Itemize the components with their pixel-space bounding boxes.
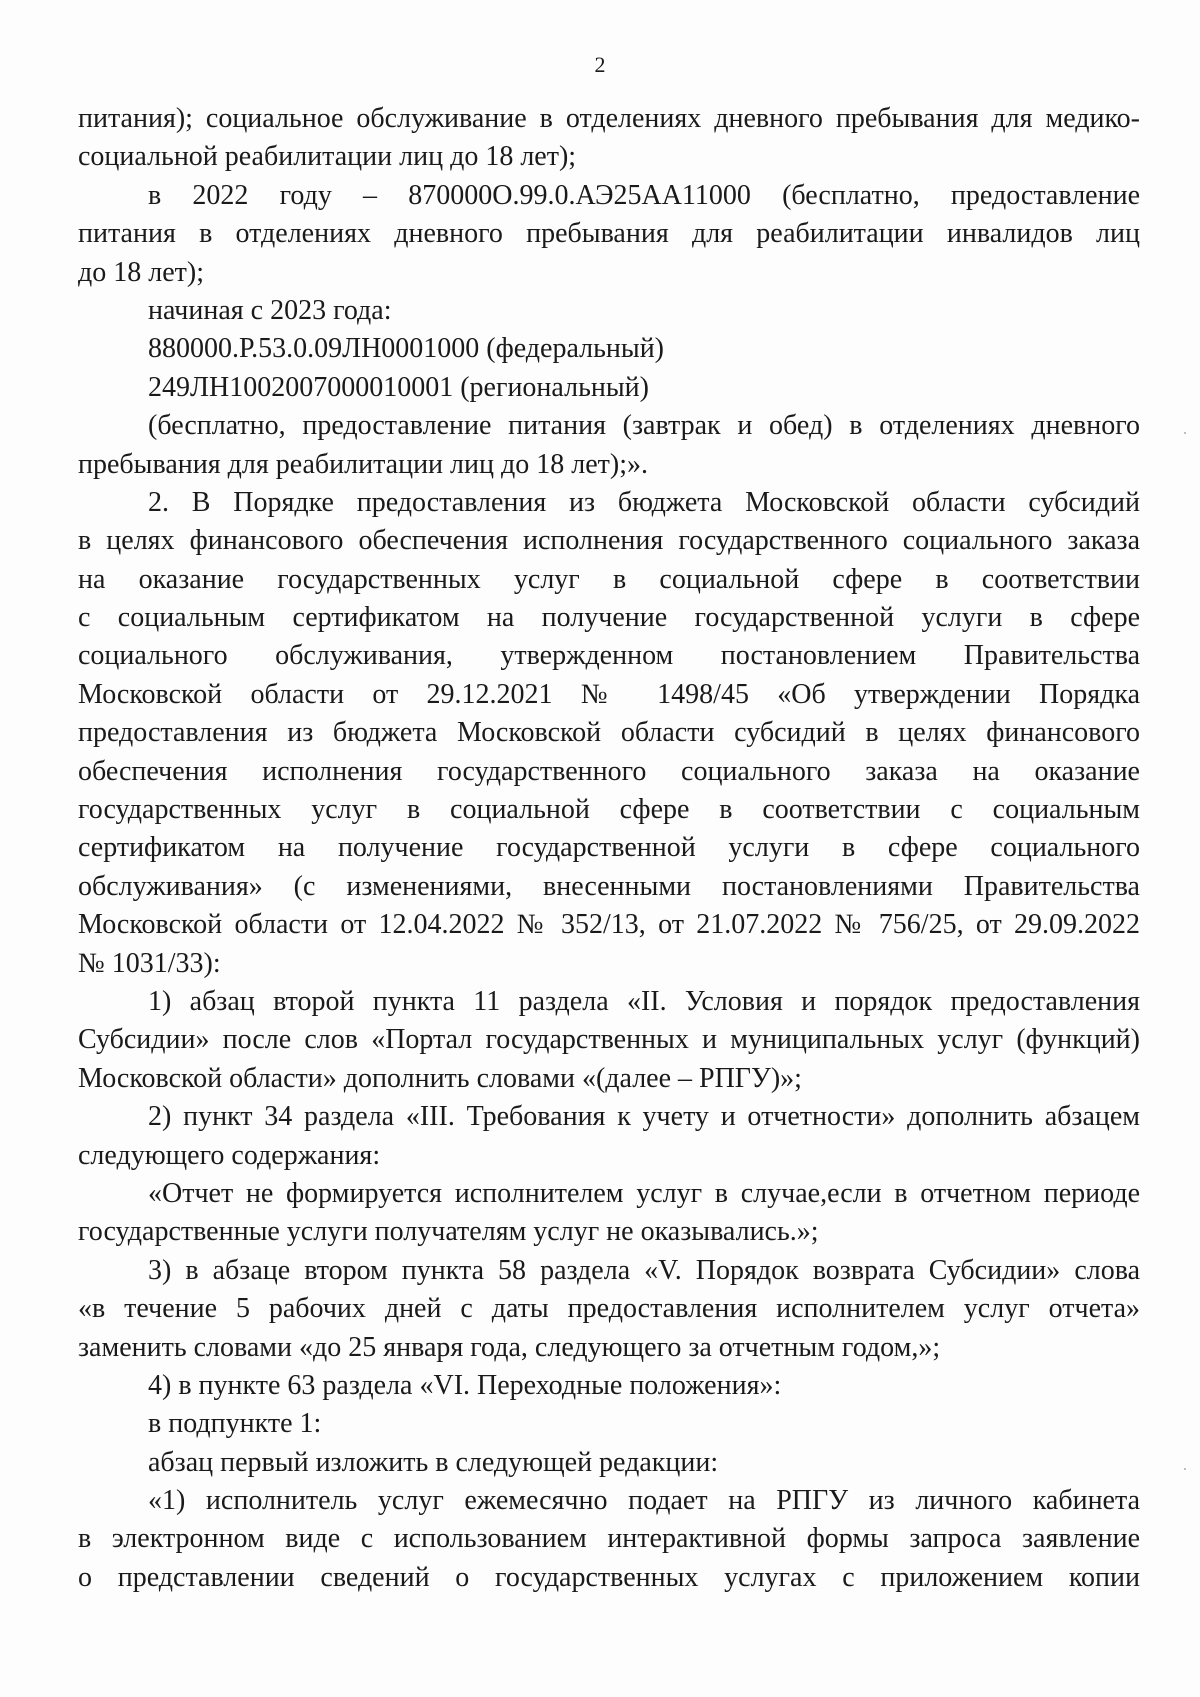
text-line: «Отчет не формируется исполнителем услуг в случае,если в отчетном периоде: [148, 1177, 1140, 1209]
text-line: 880000.Р.53.0.09ЛН0001000 (федеральный): [148, 333, 665, 365]
text-line: Московской области» дополнить словами «(далее – РПГУ)»;: [78, 1062, 802, 1094]
document-body: [78, 100, 1140, 1597]
text-line: в электронном виде с использованием интерактивной формы запроса заявление: [78, 1523, 1140, 1555]
text-line: социальной реабилитации лиц до 18 лет);: [78, 141, 577, 173]
text-line: 1) абзац второй пункта 11 раздела «II. Условия и порядок предоставления: [148, 985, 1140, 1017]
text-line: 249ЛН1002007000010001 (региональный): [148, 371, 649, 403]
text-line: на оказание государственных услуг в социальной сфере в соответствии: [78, 563, 1140, 595]
text-line: начиная с 2023 года:: [148, 294, 392, 326]
page-number: 2: [594, 52, 606, 77]
text-line: 2) пункт 34 раздела «III. Требования к учету и отчетности» дополнить абзацем: [148, 1101, 1140, 1133]
scan-speck: [1184, 1468, 1186, 1470]
text-line: предоставления из бюджета Московской области субсидий в целях финансового: [78, 717, 1140, 749]
text-line: «в течение 5 рабочих дней с даты предоставления исполнителем услуг отчета»: [78, 1293, 1140, 1325]
text-line: до 18 лет);: [78, 256, 204, 288]
text-line: абзац первый изложить в следующей редакции:: [148, 1446, 719, 1478]
text-line: социального обслуживания, утвержденном постановлением Правительства: [78, 640, 1140, 672]
text-line: Московской области от 29.12.2021 № 1498/45 «Об утверждении Порядка: [78, 678, 1140, 710]
text-line: заменить словами «до 25 января года, следующего за отчетным годом,»;: [78, 1331, 941, 1363]
text-line: о представлении сведений о государственных услугах с приложением копии: [78, 1561, 1140, 1593]
text-line: питания в отделениях дневного пребывания для реабилитации инвалидов лиц: [78, 218, 1140, 250]
text-line: обеспечения исполнения государственного социального заказа на оказание: [78, 755, 1140, 787]
text-line: 3) в абзаце втором пункта 58 раздела «V. Порядок возврата Субсидии» слова: [148, 1254, 1140, 1286]
text-line: «1) исполнитель услуг ежемесячно подает на РПГУ из личного кабинета: [148, 1485, 1140, 1517]
text-line: 4) в пункте 63 раздела «VI. Переходные положения»:: [148, 1369, 782, 1401]
text-line: пребывания для реабилитации лиц до 18 лет);».: [78, 448, 648, 480]
text-line: № 1031/33):: [78, 947, 221, 979]
text-line: Субсидии» после слов «Портал государственных и муниципальных услуг (функций): [78, 1024, 1140, 1056]
text-line: Московской области от 12.04.2022 № 352/13, от 21.07.2022 № 756/25, от 29.09.2022: [78, 909, 1140, 941]
text-line: государственные услуги получателям услуг не оказывались.»;: [78, 1216, 819, 1248]
text-line: государственных услуг в социальной сфере в соответствии с социальным: [78, 794, 1140, 826]
scan-speck: [1184, 432, 1186, 434]
text-line: (бесплатно, предоставление питания (завтрак и обед) в отделениях дневного: [148, 410, 1140, 442]
text-line: обслуживания» (с изменениями, внесенными постановлениями Правительства: [78, 870, 1140, 902]
text-line: в 2022 году – 870000О.99.0.АЭ25АА11000 (бесплатно, предоставление: [148, 179, 1140, 211]
text-line: следующего содержания:: [78, 1139, 381, 1171]
text-line: 2. В Порядке предоставления из бюджета Московской области субсидий: [148, 486, 1140, 518]
text-line: сертификатом на получение государственной услуги в сфере социального: [78, 832, 1140, 864]
text-line: в подпункте 1:: [148, 1408, 322, 1440]
text-line: в целях финансового обеспечения исполнения государственного социального заказа: [78, 525, 1140, 557]
text-line: с социальным сертификатом на получение государственной услуги в сфере: [78, 602, 1140, 634]
text-line: питания); социальное обслуживание в отделениях дневного пребывания для медико-: [78, 103, 1140, 134]
